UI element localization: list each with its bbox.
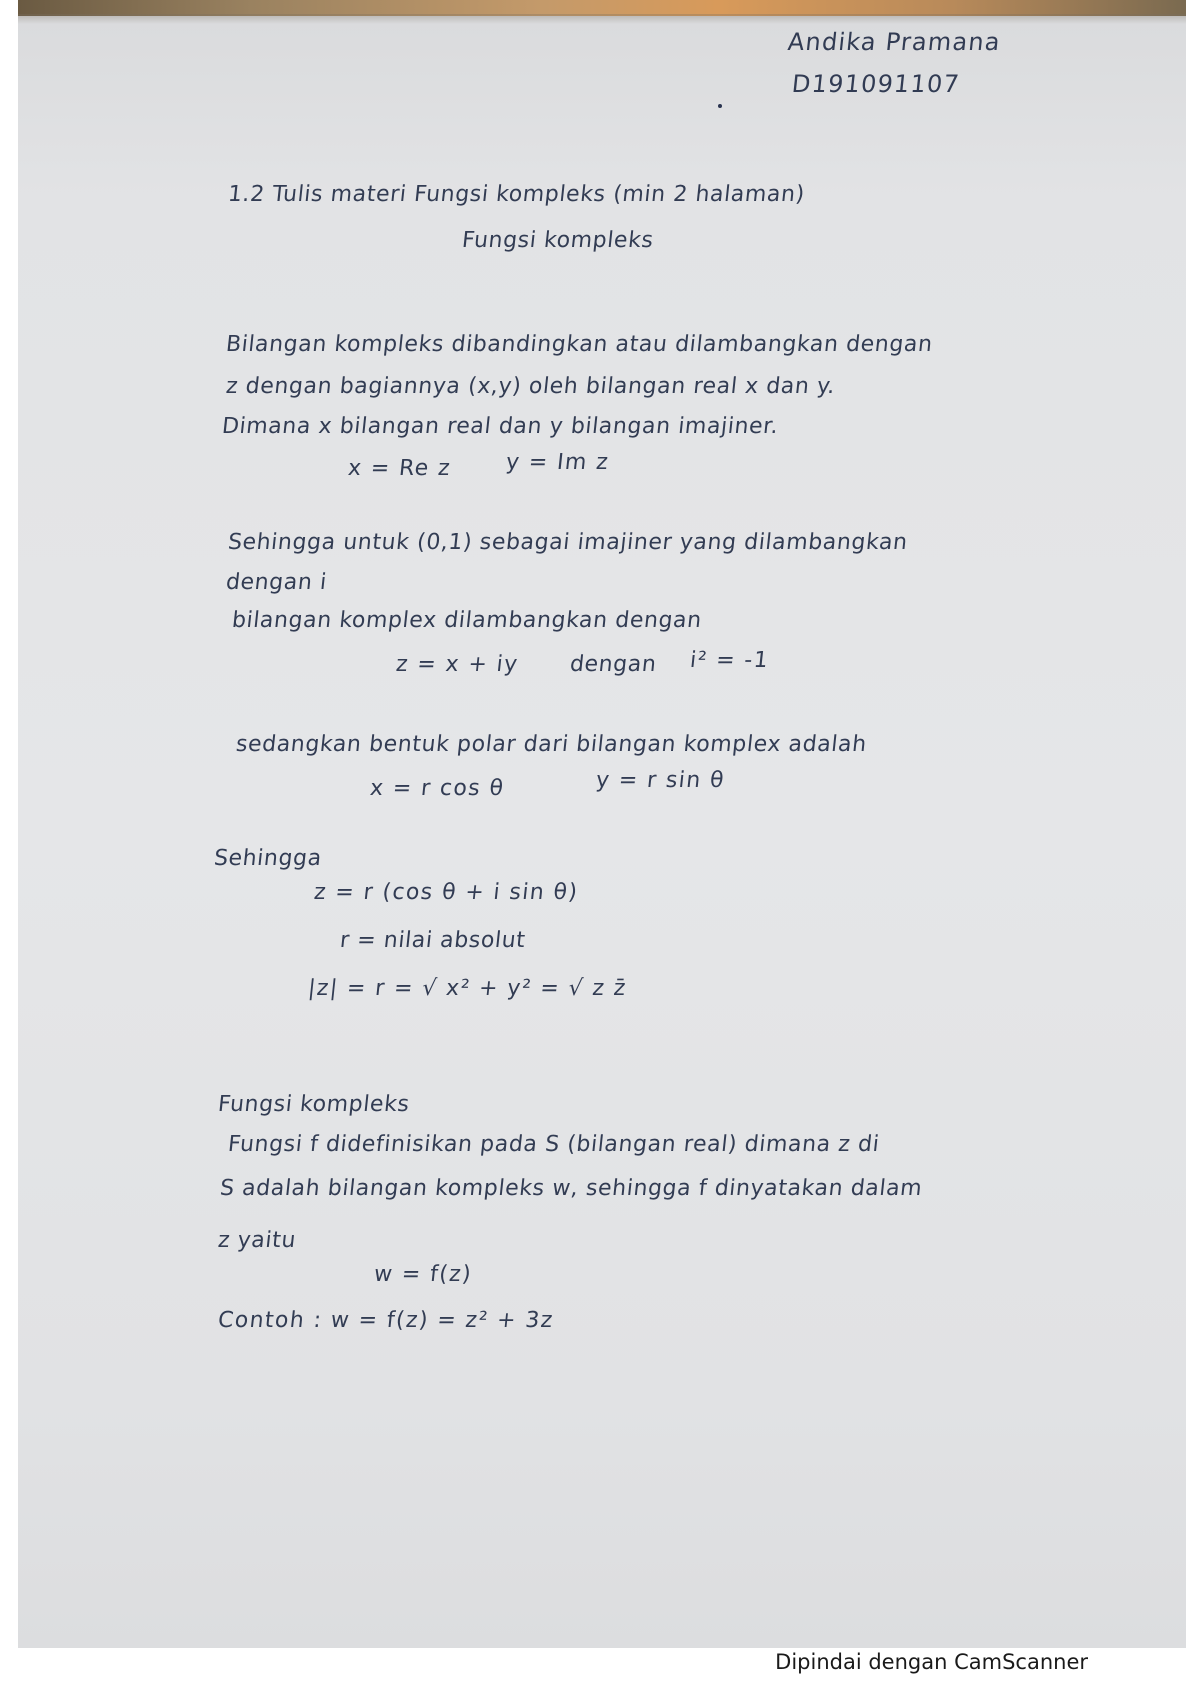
- stray-ink-dot: [718, 104, 722, 108]
- page-edge-fade: [18, 14, 1186, 24]
- equation-polar-y: y = r sin θ: [594, 768, 727, 793]
- page-subtitle: Fungsi kompleks: [460, 228, 655, 253]
- equation-complex-form: z = x + iy: [394, 652, 520, 677]
- task-title: 1.2 Tulis materi Fungsi kompleks (min 2 halaman): [226, 182, 807, 207]
- equation-modulus: |z| = r = √ x² + y² = √ z z̄: [306, 976, 629, 1001]
- equation-polar-x: x = r cos θ: [368, 776, 506, 801]
- paragraph-3-line-1: sedangkan bentuk polar dari bilangan komplex adalah: [234, 732, 868, 757]
- paragraph-5-heading: Fungsi kompleks: [216, 1092, 411, 1117]
- equation-real-part: x = Re z: [346, 456, 453, 481]
- equation-connector: dengan: [568, 652, 658, 677]
- scanned-page: [18, 0, 1186, 1648]
- equation-modulus-definition: r = nilai absolut: [338, 928, 527, 953]
- student-id: D191091107: [790, 70, 962, 98]
- paragraph-5-line-3: z yaitu: [216, 1228, 298, 1253]
- paragraph-2-line-3: bilangan komplex dilambangkan dengan: [230, 608, 704, 633]
- camscanner-watermark: Dipindai dengan CamScanner: [775, 1650, 1088, 1674]
- equation-imaginary-part: y = Im z: [504, 450, 611, 475]
- equation-function: w = f(z): [372, 1262, 474, 1287]
- paragraph-1-line-1: Bilangan kompleks dibandingkan atau dilambangkan dengan: [224, 332, 934, 357]
- paragraph-1-line-3: Dimana x bilangan real dan y bilangan imajiner.: [220, 414, 780, 439]
- paragraph-2-line-1: Sehingga untuk (0,1) sebagai imajiner yang dilambangkan: [226, 530, 909, 555]
- author-name: Andika Pramana: [786, 28, 1003, 56]
- paragraph-5-line-2: S adalah bilangan kompleks w, sehingga f dinyatakan dalam: [218, 1176, 924, 1201]
- paragraph-2-line-2: dengan i: [224, 570, 329, 595]
- equation-example: Contoh : w = f(z) = z² + 3z: [216, 1308, 555, 1333]
- equation-polar-form: z = r (cos θ + i sin θ): [312, 880, 580, 905]
- paragraph-5-line-1: Fungsi f didefinisikan pada S (bilangan real) dimana z di: [226, 1132, 881, 1157]
- paragraph-1-line-2: z dengan bagiannya (x,y) oleh bilangan real x dan y.: [224, 374, 837, 399]
- equation-i-squared: i² = -1: [688, 648, 771, 673]
- paragraph-4-label: Sehingga: [212, 846, 324, 871]
